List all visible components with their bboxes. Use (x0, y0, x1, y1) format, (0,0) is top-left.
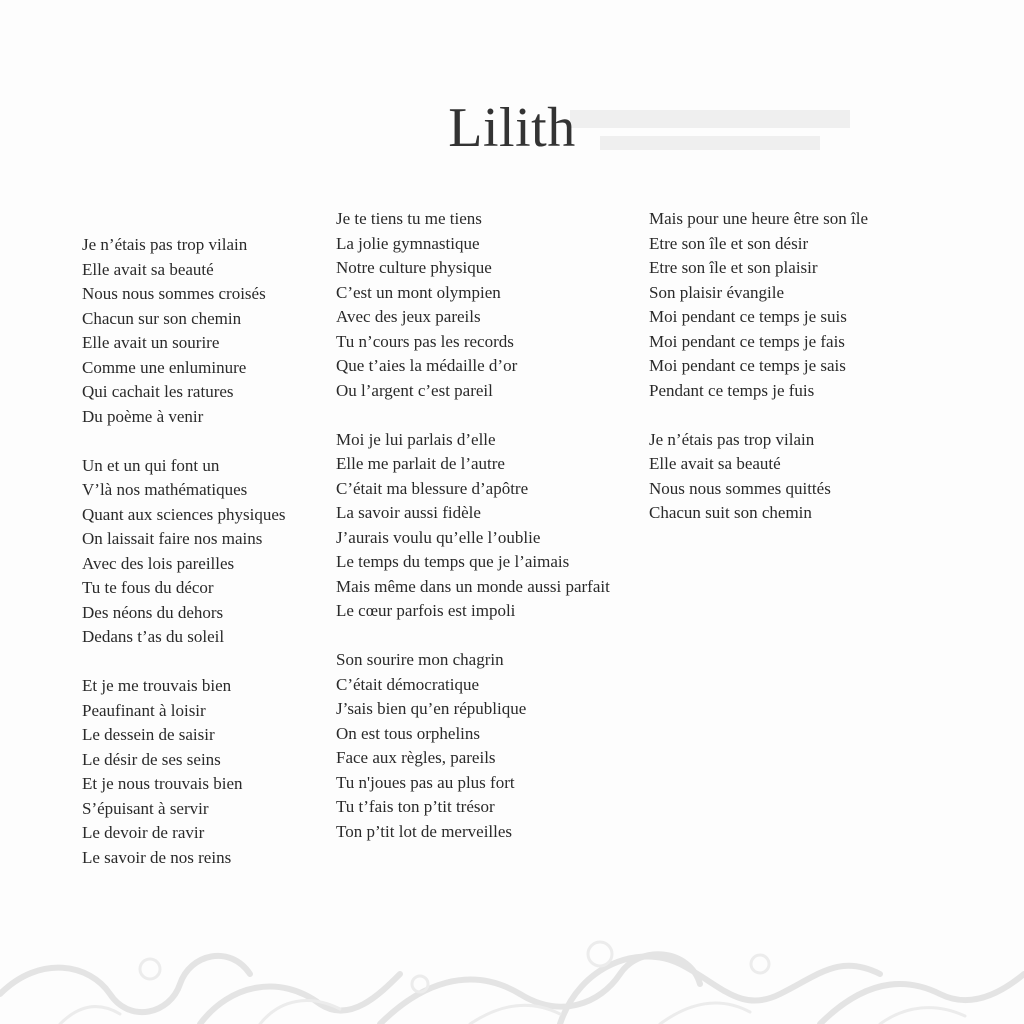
stanza (649, 428, 868, 526)
lyric-line: Nous nous sommes quittés (649, 478, 831, 498)
lyric-line: La jolie gymnastique (336, 233, 480, 253)
stanza (82, 454, 285, 650)
lyric-line: Je n’étais pas trop vilain (82, 235, 248, 254)
lyric-line: Elle avait sa beauté (649, 454, 781, 473)
lyric-line: Tu n'joues pas au plus fort (336, 772, 515, 792)
lyric-line: Du poème à venir (82, 406, 204, 426)
lyric-line: Avec des lois pareilles (82, 553, 235, 573)
lyric-line: Qui cachait les ratures (82, 382, 234, 401)
lyric-line: La savoir aussi fidèle (336, 503, 481, 522)
lyric-line: Avec des jeux pareils (336, 307, 481, 326)
lyric-line: Pendant ce temps je fuis (649, 380, 815, 400)
lyric-line: Face aux règles, pareils (336, 748, 496, 767)
lyric-line: Moi pendant ce temps je suis (649, 307, 847, 326)
lyric-line: Mais même dans un monde aussi parfait (336, 576, 610, 596)
lyric-line: Moi pendant ce temps je fais (649, 331, 845, 351)
lyric-line: Le savoir de nos reins (82, 847, 232, 867)
lyric-line: S’épuisant à servir (82, 798, 209, 818)
lyric-line: Etre son île et son plaisir (649, 258, 818, 277)
lyric-line: Chacun suit son chemin (649, 503, 812, 522)
lyric-line: Nous nous sommes croisés (82, 284, 266, 303)
lyric-line: Peaufinant à loisir (82, 700, 206, 720)
lyric-line: Moi pendant ce temps je sais (649, 356, 846, 375)
lyric-line: Tu te fous du décor (82, 578, 214, 597)
stanza (649, 207, 868, 403)
stanza (336, 207, 610, 403)
lyric-line: Et je nous trouvais bien (82, 774, 243, 793)
lyric-line: Elle me parlait de l’autre (336, 454, 505, 473)
lyric-line: Le devoir de ravir (82, 823, 205, 842)
lyric-line: Elle avait sa beauté (82, 259, 214, 279)
lyric-line: Ou l’argent c’est pareil (336, 380, 493, 400)
lyric-line: Chacun sur son chemin (82, 308, 242, 328)
lyric-line: C’était ma blessure d’apôtre (336, 478, 529, 498)
lyric-line: Tu n’cours pas les records (336, 331, 514, 351)
lyric-line: C’est un mont olympien (336, 282, 501, 302)
lyric-line: Le temps du temps que je l’aimais (336, 552, 570, 571)
lyric-line: Dedans t’as du soleil (82, 627, 225, 646)
lyric-line: On laissait faire nos mains (82, 529, 263, 548)
page-title: Lilith (448, 97, 576, 159)
lyric-line: Notre culture physique (336, 258, 492, 277)
lyrics-column-2 (336, 207, 610, 869)
lyric-line: V’là nos mathématiques (82, 480, 248, 499)
lyric-line: Le dessein de saisir (82, 725, 215, 744)
lyric-line: Des néons du dehors (82, 602, 224, 622)
lyric-line: C’était démocratique (336, 674, 480, 694)
lyrics-column-1 (82, 233, 285, 895)
stanza (82, 233, 285, 429)
stanza (82, 674, 285, 870)
lyric-line: Je te tiens tu me tiens (336, 209, 482, 228)
lyric-line: Mais pour une heure être son île (649, 209, 869, 228)
lyric-line: Le cœur parfois est impoli (336, 601, 516, 620)
lyric-line: Moi je lui parlais d’elle (336, 429, 496, 449)
stanza (336, 648, 610, 844)
lyric-line: Tu t’fais ton p’tit trésor (336, 797, 495, 816)
lyric-line: Quant aux sciences physiques (82, 504, 286, 524)
lyric-line: Je n’étais pas trop vilain (649, 429, 815, 449)
lyric-line: Un et un qui font un (82, 455, 220, 475)
lyric-line: Et je me trouvais bien (82, 676, 232, 695)
floral-ornament-border (0, 924, 1024, 1024)
lyric-line: Elle avait un sourire (82, 333, 220, 352)
lyric-line: Son plaisir évangile (649, 282, 785, 302)
lyric-line: J’aurais voulu qu’elle l’oublie (336, 527, 541, 547)
lyric-line: Le désir de ses seins (82, 749, 221, 769)
lyric-line: Son sourire mon chagrin (336, 650, 504, 669)
lyric-line: Que t’aies la médaille d’or (336, 356, 518, 375)
lyric-line: Etre son île et son désir (649, 233, 809, 253)
lyrics-column-3 (649, 207, 868, 550)
stanza (336, 428, 610, 624)
lyric-line: J’sais bien qu’en république (336, 699, 527, 718)
lyric-line: On est tous orphelins (336, 723, 481, 743)
lyric-line: Ton p’tit lot de merveilles (336, 821, 513, 841)
lyric-line: Comme une enluminure (82, 357, 247, 377)
